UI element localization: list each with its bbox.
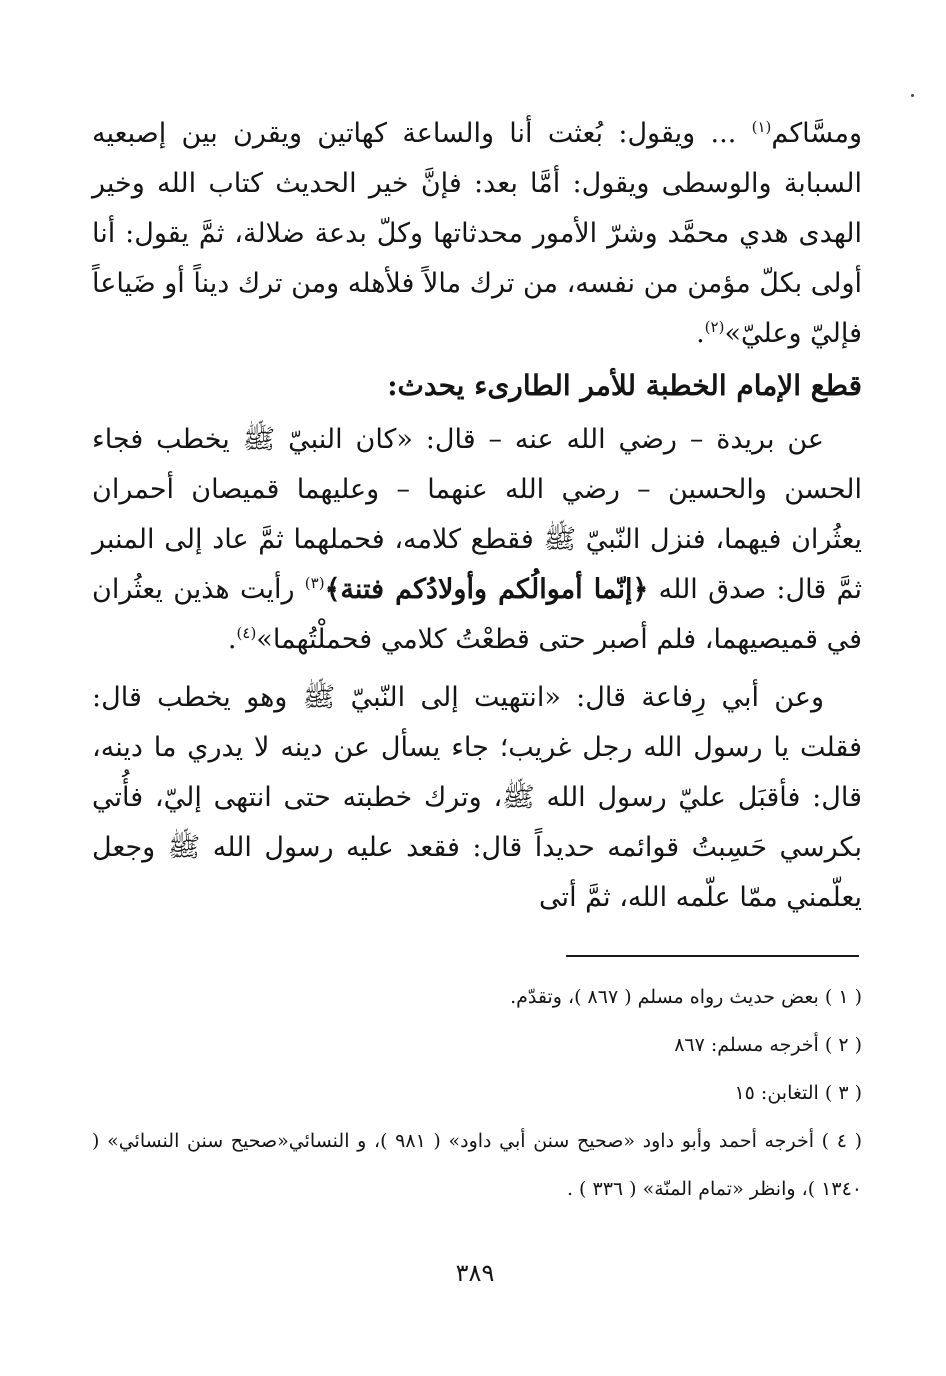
paragraph-1-end: . (696, 318, 705, 349)
footnote-3: ( ٣ ) التغابن: ١٥ (734, 1082, 862, 1104)
paragraph-3-text: وعن أبي رِفاعة قال: «انتهيت إلى النّبيّ ﷺ وهو يخطب قال: فقلت يا رسول الله رجل غريب؛ جاء يسأل عن دينه لا يدري ما دينه، قال: فأقبَل عليّ رسول الله ﷺ، وترك خطبته حتى انتهى إليّ، فأُتي بكرسي حَسِبتُ قوائمه حديداً قال: فقعد عليه رسول الله ﷺ وجعل يعلّمني ممّا علّمه الله، ثمَّ أتى (92, 682, 862, 913)
footnote-ref-1[interactable]: (١) (751, 118, 772, 136)
quran-verse: ﴿إنّما أموالُكم وأولادُكم فتنة﴾ (324, 574, 649, 605)
footnote-separator (566, 955, 859, 957)
paragraph-2-text: رأيت هذين يعثُران في قميصيهما، فلم أصبر حتى قطعْتُ كلامي فحملْتُهما» (92, 574, 862, 655)
footnote-1: ( ١ ) بعض حديث رواه مسلم ( ٨٦٧ )، وتقدّم. (510, 986, 862, 1008)
footnotes (92, 973, 862, 1213)
paragraph-1-text: ... ويقول: بُعثت أنا والساعة كهاتين ويقرن بين إصبعيه السبابة والوسطى ويقول: أمَّا بعد: فإنَّ خير الحديث كتاب الله وخير الهدى هدي محمَّد وشرّ الأمور محدثاتها وكلّ بدعة ضلالة، ثمَّ يقول: أنا أولى بكلّ مؤمن من نفسه، من ترك مالاً فلأهله ومن ترك ديناً أو ضَياعاً فإليّ وعليّ» (92, 118, 862, 349)
paragraph-3 (92, 673, 862, 923)
footnote-ref-2[interactable]: (٢) (704, 318, 725, 336)
section-heading: قطع الإمام الخطبة للأمر الطارىء يحدث: (387, 369, 862, 402)
footnote-ref-3[interactable]: (٣) (304, 574, 325, 592)
main-text (92, 109, 862, 923)
scan-speck (911, 94, 914, 97)
footnote-ref-4[interactable]: (٤) (236, 624, 257, 642)
footnote-2: ( ٢ ) أخرجه مسلم: ٨٦٧ (674, 1034, 862, 1056)
paragraph-1-start: ومسَّاكم (771, 118, 862, 149)
paragraph-1 (92, 109, 862, 359)
footnote-4: ( ٤ ) أخرجه أحمد وأبو داود «صحيح سنن أبي داود» ( ٩٨١ )، و النسائي«صحيح سنن النسائي» ( ١٣٤٠ )، وانظر «تمام المنّة» ( ٣٣٦ ) . (92, 1130, 863, 1200)
paragraph-2-start: عن بريدة – رضي الله عنه – قال: «كان النبيّ ﷺ يخطب فجاء الحسن والحسين – رضي الله عنهما – وعليهما قميصان أحمران يعثُران فيهما، فنزل النّبيّ ﷺ فقطع كلامه، فحملهما ثمَّ عاد إلى المنبر ثمَّ قال: صدق الله (92, 424, 862, 605)
page-number: ٣٨٩ (455, 1259, 495, 1287)
paragraph-2-end: . (227, 624, 237, 655)
paragraph-2 (92, 415, 862, 665)
